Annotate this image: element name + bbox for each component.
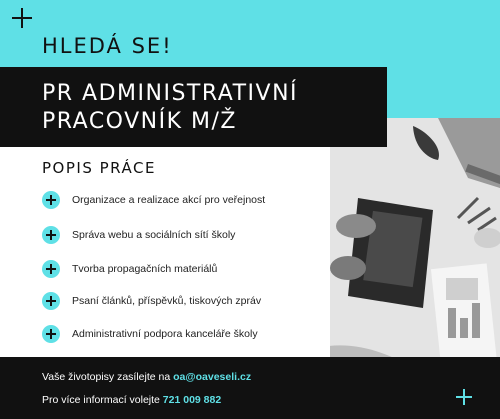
cv-contact-label: Vaše životopisy zasílejte na	[42, 371, 174, 383]
cv-contact-row	[42, 371, 251, 383]
list-item-text: Psaní článků, příspěvků, tiskových zpráv	[72, 295, 262, 307]
plus-icon	[456, 389, 472, 405]
plus-circle-icon	[42, 226, 60, 244]
list-item	[42, 224, 235, 246]
job-title-line-1: PR ADMINISTRATIVNÍ	[42, 81, 299, 106]
contact-footer	[0, 357, 500, 419]
section-title: POPIS PRÁCE	[42, 159, 156, 177]
phone-contact-label: Pro více informací volejte	[42, 394, 163, 406]
plus-icon	[12, 8, 32, 28]
phone-number: 721 009 882	[162, 394, 222, 406]
list-item-text: Tvorba propagačních materiálů	[72, 263, 218, 275]
list-item	[42, 189, 265, 211]
list-item-text: Administrativní podpora kanceláře školy	[72, 328, 258, 340]
plus-circle-icon	[42, 191, 60, 209]
headline: HLEDÁ SE!	[42, 34, 173, 58]
list-item-text: Organizace a realizace akcí pro veřejnost	[72, 194, 266, 206]
list-item	[42, 323, 258, 345]
list-item	[42, 258, 217, 280]
plus-circle-icon	[42, 260, 60, 278]
job-description-panel	[0, 147, 330, 357]
list-item-text: Správa webu a sociálních sítí školy	[72, 229, 236, 241]
plus-circle-icon	[42, 292, 60, 310]
list-item	[42, 290, 261, 312]
phone-contact-row	[42, 394, 221, 406]
email-link[interactable]: oa@oaveseli.cz	[173, 371, 252, 383]
job-title-line-2: PRACOVNÍK M/Ž	[42, 109, 237, 134]
job-title-band	[0, 67, 387, 147]
plus-circle-icon	[42, 325, 60, 343]
